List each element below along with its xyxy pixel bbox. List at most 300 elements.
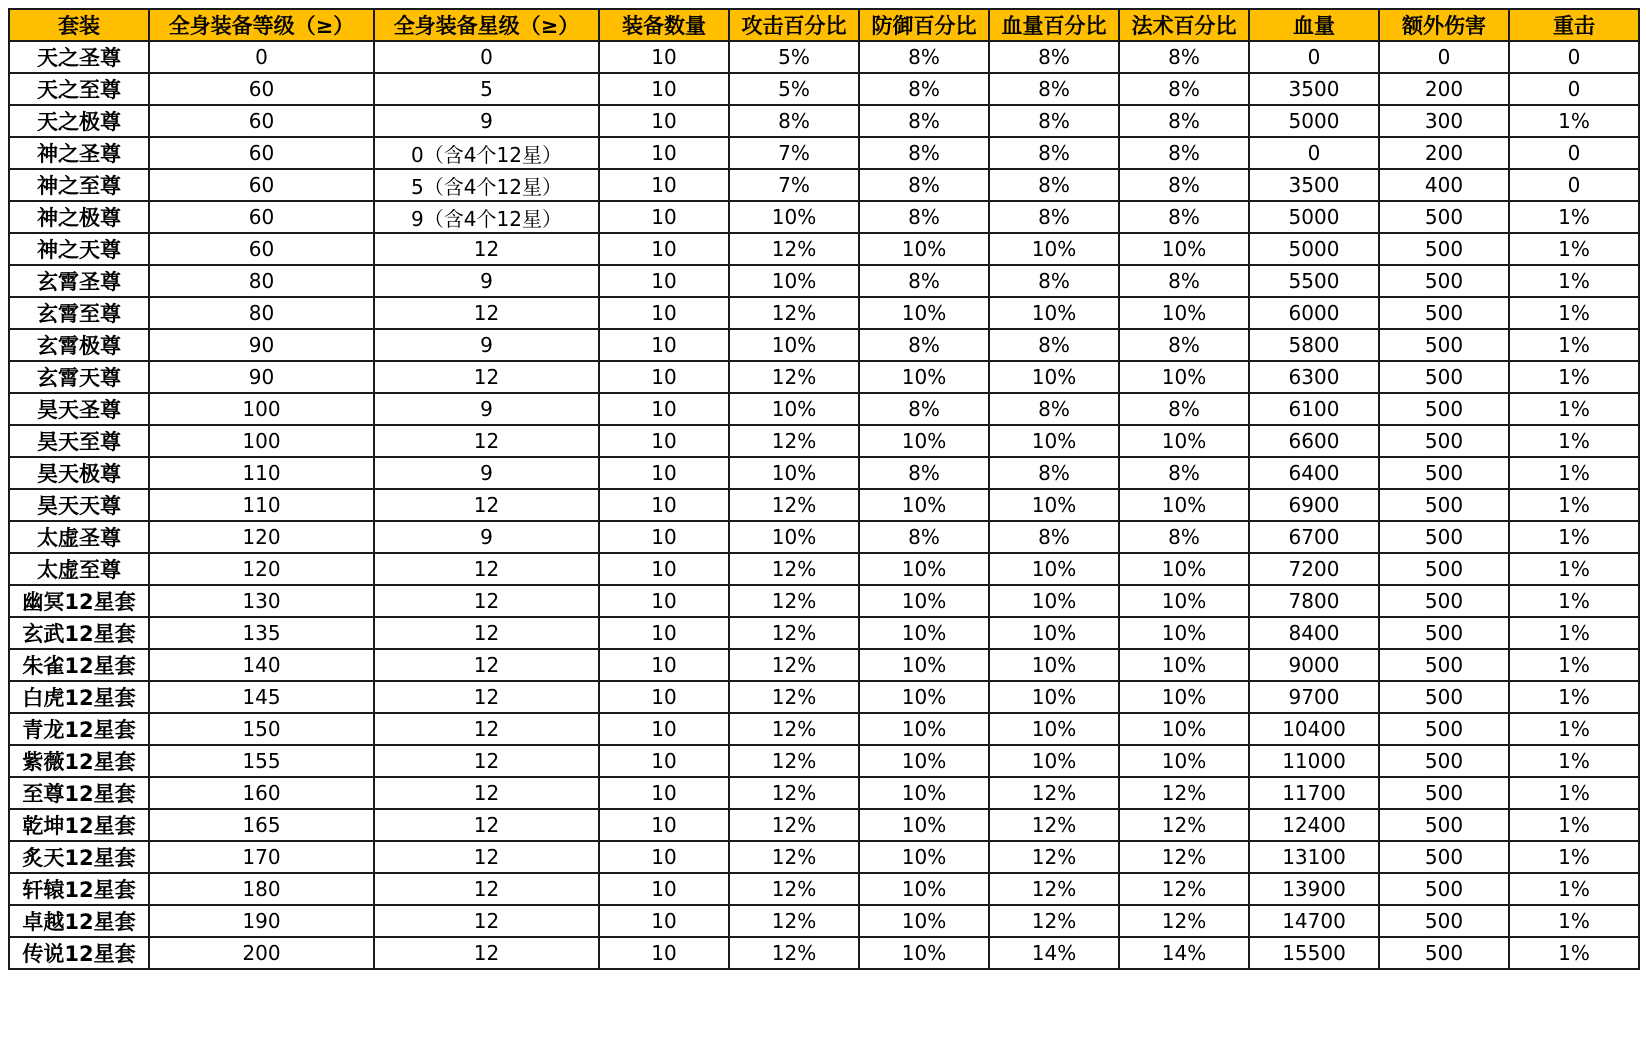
cell-col-hp-pct: 8%	[989, 137, 1119, 169]
cell-col-defense-pct: 8%	[859, 105, 989, 137]
cell-col-attack-pct: 12%	[729, 297, 859, 329]
cell-col-heavy-hit: 1%	[1509, 777, 1639, 809]
cell-col-hp: 10400	[1249, 713, 1379, 745]
cell-col-equip-count: 10	[599, 713, 729, 745]
cell-col-equip-count: 10	[599, 841, 729, 873]
cell-col-magic-pct: 10%	[1119, 297, 1249, 329]
cell-col-equip-count: 10	[599, 905, 729, 937]
cell-col-heavy-hit: 1%	[1509, 905, 1639, 937]
cell-col-defense-pct: 10%	[859, 713, 989, 745]
cell-col-magic-pct: 10%	[1119, 713, 1249, 745]
cell-col-equip-count: 10	[599, 649, 729, 681]
cell-col-equip-level: 90	[149, 361, 374, 393]
cell-col-attack-pct: 12%	[729, 489, 859, 521]
cell-col-attack-pct: 12%	[729, 905, 859, 937]
cell-col-extra-damage: 500	[1379, 521, 1509, 553]
cell-col-heavy-hit: 1%	[1509, 521, 1639, 553]
cell-col-extra-damage: 500	[1379, 777, 1509, 809]
cell-col-equip-star: 9	[374, 329, 599, 361]
cell-col-magic-pct: 10%	[1119, 585, 1249, 617]
cell-col-hp-pct: 8%	[989, 73, 1119, 105]
cell-col-extra-damage: 500	[1379, 233, 1509, 265]
cell-col-hp: 5000	[1249, 105, 1379, 137]
cell-col-equip-level: 150	[149, 713, 374, 745]
table-row	[9, 873, 1639, 905]
cell-col-defense-pct: 10%	[859, 489, 989, 521]
cell-col-extra-damage: 300	[1379, 105, 1509, 137]
table-row	[9, 361, 1639, 393]
cell-col-equip-count: 10	[599, 617, 729, 649]
cell-col-equip-level: 135	[149, 617, 374, 649]
cell-col-hp: 12400	[1249, 809, 1379, 841]
cell-col-magic-pct: 8%	[1119, 521, 1249, 553]
cell-col-heavy-hit: 1%	[1509, 329, 1639, 361]
cell-col-hp-pct: 12%	[989, 777, 1119, 809]
cell-col-equip-level: 200	[149, 937, 374, 969]
cell-col-equip-star: 5	[374, 73, 599, 105]
cell-col-hp: 0	[1249, 41, 1379, 73]
cell-col-extra-damage: 500	[1379, 713, 1509, 745]
cell-col-hp: 11000	[1249, 745, 1379, 777]
cell-col-heavy-hit: 1%	[1509, 393, 1639, 425]
cell-col-equip-level: 110	[149, 457, 374, 489]
cell-col-equip-level: 60	[149, 233, 374, 265]
table-row	[9, 617, 1639, 649]
cell-col-hp: 5800	[1249, 329, 1379, 361]
cell-col-set-name: 朱雀12星套	[9, 649, 149, 681]
cell-col-equip-level: 100	[149, 393, 374, 425]
cell-col-heavy-hit: 0	[1509, 169, 1639, 201]
cell-col-set-name: 玄霄天尊	[9, 361, 149, 393]
cell-col-heavy-hit: 1%	[1509, 649, 1639, 681]
cell-col-magic-pct: 12%	[1119, 809, 1249, 841]
cell-col-magic-pct: 8%	[1119, 393, 1249, 425]
cell-col-hp-pct: 8%	[989, 521, 1119, 553]
cell-col-equip-level: 160	[149, 777, 374, 809]
cell-col-attack-pct: 10%	[729, 265, 859, 297]
cell-col-equip-star: 12	[374, 873, 599, 905]
cell-col-equip-star: 12	[374, 713, 599, 745]
cell-col-hp-pct: 12%	[989, 905, 1119, 937]
cell-col-hp: 6700	[1249, 521, 1379, 553]
cell-col-equip-count: 10	[599, 41, 729, 73]
cell-col-defense-pct: 10%	[859, 905, 989, 937]
cell-col-heavy-hit: 1%	[1509, 873, 1639, 905]
cell-col-hp-pct: 10%	[989, 489, 1119, 521]
cell-col-set-name: 玄霄圣尊	[9, 265, 149, 297]
cell-col-magic-pct: 10%	[1119, 553, 1249, 585]
cell-col-set-name: 紫薇12星套	[9, 745, 149, 777]
table-body	[9, 41, 1639, 969]
table-row	[9, 297, 1639, 329]
cell-col-magic-pct: 10%	[1119, 425, 1249, 457]
table-row	[9, 201, 1639, 233]
cell-col-equip-count: 10	[599, 585, 729, 617]
equipment-set-table-container	[8, 8, 1640, 970]
cell-col-extra-damage: 500	[1379, 393, 1509, 425]
cell-col-set-name: 白虎12星套	[9, 681, 149, 713]
cell-col-hp-pct: 10%	[989, 649, 1119, 681]
cell-col-equip-count: 10	[599, 457, 729, 489]
cell-col-equip-count: 10	[599, 489, 729, 521]
cell-col-equip-star: 12	[374, 649, 599, 681]
cell-col-hp: 14700	[1249, 905, 1379, 937]
cell-col-heavy-hit: 1%	[1509, 553, 1639, 585]
cell-col-hp: 6400	[1249, 457, 1379, 489]
cell-col-equip-star: 12	[374, 297, 599, 329]
cell-col-equip-level: 145	[149, 681, 374, 713]
cell-col-equip-level: 60	[149, 73, 374, 105]
cell-col-extra-damage: 500	[1379, 809, 1509, 841]
cell-col-set-name: 乾坤12星套	[9, 809, 149, 841]
table-row	[9, 809, 1639, 841]
cell-col-hp-pct: 8%	[989, 457, 1119, 489]
cell-col-equip-level: 0	[149, 41, 374, 73]
cell-col-extra-damage: 500	[1379, 329, 1509, 361]
cell-col-equip-star: 12	[374, 681, 599, 713]
cell-col-attack-pct: 5%	[729, 73, 859, 105]
cell-col-defense-pct: 10%	[859, 745, 989, 777]
cell-col-hp-pct: 8%	[989, 169, 1119, 201]
cell-col-equip-count: 10	[599, 425, 729, 457]
cell-col-hp: 7800	[1249, 585, 1379, 617]
cell-col-equip-level: 60	[149, 137, 374, 169]
cell-col-equip-star: 12	[374, 233, 599, 265]
cell-col-magic-pct: 10%	[1119, 649, 1249, 681]
cell-col-extra-damage: 500	[1379, 745, 1509, 777]
cell-col-hp: 6100	[1249, 393, 1379, 425]
cell-col-equip-star: 9	[374, 393, 599, 425]
cell-col-equip-level: 140	[149, 649, 374, 681]
cell-col-magic-pct: 8%	[1119, 201, 1249, 233]
cell-col-hp-pct: 10%	[989, 297, 1119, 329]
cell-col-attack-pct: 10%	[729, 393, 859, 425]
table-row	[9, 41, 1639, 73]
table-row	[9, 937, 1639, 969]
cell-col-attack-pct: 12%	[729, 425, 859, 457]
cell-col-defense-pct: 10%	[859, 585, 989, 617]
cell-col-equip-count: 10	[599, 361, 729, 393]
cell-col-defense-pct: 10%	[859, 361, 989, 393]
cell-col-equip-count: 10	[599, 777, 729, 809]
cell-col-hp: 5000	[1249, 233, 1379, 265]
cell-col-extra-damage: 500	[1379, 617, 1509, 649]
cell-col-attack-pct: 12%	[729, 713, 859, 745]
table-row	[9, 553, 1639, 585]
header-col-hp-pct: 血量百分比	[989, 9, 1119, 41]
cell-col-defense-pct: 8%	[859, 393, 989, 425]
cell-col-defense-pct: 10%	[859, 937, 989, 969]
cell-col-equip-star: 12	[374, 809, 599, 841]
cell-col-set-name: 至尊12星套	[9, 777, 149, 809]
cell-col-defense-pct: 8%	[859, 137, 989, 169]
header-col-equip-count: 装备数量	[599, 9, 729, 41]
table-row	[9, 73, 1639, 105]
cell-col-heavy-hit: 1%	[1509, 297, 1639, 329]
cell-col-attack-pct: 5%	[729, 41, 859, 73]
cell-col-set-name: 昊天圣尊	[9, 393, 149, 425]
cell-col-attack-pct: 12%	[729, 937, 859, 969]
table-row	[9, 265, 1639, 297]
cell-col-heavy-hit: 1%	[1509, 745, 1639, 777]
header-col-defense-pct: 防御百分比	[859, 9, 989, 41]
cell-col-extra-damage: 500	[1379, 649, 1509, 681]
cell-col-equip-level: 170	[149, 841, 374, 873]
cell-col-heavy-hit: 0	[1509, 137, 1639, 169]
cell-col-hp: 5500	[1249, 265, 1379, 297]
cell-col-defense-pct: 8%	[859, 265, 989, 297]
cell-col-set-name: 玄霄极尊	[9, 329, 149, 361]
cell-col-hp-pct: 10%	[989, 425, 1119, 457]
cell-col-hp-pct: 10%	[989, 681, 1119, 713]
cell-col-magic-pct: 14%	[1119, 937, 1249, 969]
cell-col-magic-pct: 12%	[1119, 841, 1249, 873]
cell-col-equip-star: 9	[374, 265, 599, 297]
cell-col-heavy-hit: 1%	[1509, 713, 1639, 745]
cell-col-hp-pct: 8%	[989, 41, 1119, 73]
cell-col-magic-pct: 10%	[1119, 233, 1249, 265]
cell-col-hp-pct: 12%	[989, 873, 1119, 905]
table-row	[9, 681, 1639, 713]
cell-col-equip-star: 12	[374, 905, 599, 937]
table-row	[9, 425, 1639, 457]
cell-col-equip-count: 10	[599, 329, 729, 361]
cell-col-magic-pct: 8%	[1119, 169, 1249, 201]
cell-col-equip-count: 10	[599, 521, 729, 553]
cell-col-attack-pct: 12%	[729, 745, 859, 777]
cell-col-equip-level: 90	[149, 329, 374, 361]
cell-col-attack-pct: 12%	[729, 553, 859, 585]
cell-col-attack-pct: 8%	[729, 105, 859, 137]
cell-col-heavy-hit: 1%	[1509, 233, 1639, 265]
cell-col-magic-pct: 12%	[1119, 905, 1249, 937]
cell-col-defense-pct: 10%	[859, 617, 989, 649]
cell-col-equip-count: 10	[599, 169, 729, 201]
cell-col-defense-pct: 10%	[859, 553, 989, 585]
cell-col-magic-pct: 8%	[1119, 41, 1249, 73]
cell-col-hp: 8400	[1249, 617, 1379, 649]
cell-col-hp-pct: 8%	[989, 265, 1119, 297]
cell-col-set-name: 青龙12星套	[9, 713, 149, 745]
cell-col-defense-pct: 10%	[859, 777, 989, 809]
cell-col-defense-pct: 10%	[859, 841, 989, 873]
cell-col-magic-pct: 10%	[1119, 361, 1249, 393]
cell-col-hp: 15500	[1249, 937, 1379, 969]
cell-col-attack-pct: 10%	[729, 201, 859, 233]
cell-col-defense-pct: 10%	[859, 873, 989, 905]
cell-col-magic-pct: 10%	[1119, 745, 1249, 777]
cell-col-equip-star: 0	[374, 41, 599, 73]
cell-col-heavy-hit: 1%	[1509, 809, 1639, 841]
cell-col-magic-pct: 10%	[1119, 489, 1249, 521]
cell-col-equip-count: 10	[599, 105, 729, 137]
cell-col-hp-pct: 10%	[989, 745, 1119, 777]
header-col-attack-pct: 攻击百分比	[729, 9, 859, 41]
cell-col-magic-pct: 8%	[1119, 137, 1249, 169]
cell-col-extra-damage: 500	[1379, 841, 1509, 873]
cell-col-heavy-hit: 1%	[1509, 681, 1639, 713]
cell-col-extra-damage: 500	[1379, 905, 1509, 937]
cell-col-defense-pct: 8%	[859, 329, 989, 361]
cell-col-hp-pct: 10%	[989, 713, 1119, 745]
cell-col-magic-pct: 8%	[1119, 265, 1249, 297]
cell-col-equip-count: 10	[599, 265, 729, 297]
cell-col-set-name: 幽冥12星套	[9, 585, 149, 617]
cell-col-hp: 3500	[1249, 73, 1379, 105]
cell-col-equip-count: 10	[599, 937, 729, 969]
cell-col-magic-pct: 10%	[1119, 617, 1249, 649]
cell-col-attack-pct: 7%	[729, 137, 859, 169]
cell-col-defense-pct: 10%	[859, 649, 989, 681]
cell-col-equip-count: 10	[599, 553, 729, 585]
header-col-magic-pct: 法术百分比	[1119, 9, 1249, 41]
table-row	[9, 137, 1639, 169]
cell-col-heavy-hit: 1%	[1509, 265, 1639, 297]
equipment-set-table	[8, 8, 1640, 970]
cell-col-magic-pct: 12%	[1119, 777, 1249, 809]
cell-col-hp: 6600	[1249, 425, 1379, 457]
table-row	[9, 713, 1639, 745]
cell-col-set-name: 玄霄至尊	[9, 297, 149, 329]
header-row	[9, 9, 1639, 41]
cell-col-hp: 13900	[1249, 873, 1379, 905]
cell-col-set-name: 轩辕12星套	[9, 873, 149, 905]
cell-col-hp: 9700	[1249, 681, 1379, 713]
cell-col-heavy-hit: 1%	[1509, 201, 1639, 233]
cell-col-extra-damage: 0	[1379, 41, 1509, 73]
cell-col-hp-pct: 10%	[989, 553, 1119, 585]
cell-col-extra-damage: 500	[1379, 585, 1509, 617]
cell-col-attack-pct: 12%	[729, 649, 859, 681]
cell-col-heavy-hit: 1%	[1509, 585, 1639, 617]
cell-col-equip-level: 60	[149, 105, 374, 137]
cell-col-hp-pct: 10%	[989, 617, 1119, 649]
cell-col-equip-star: 12	[374, 841, 599, 873]
cell-col-equip-level: 60	[149, 201, 374, 233]
header-col-equip-level: 全身装备等级（≥）	[149, 9, 374, 41]
table-header	[9, 9, 1639, 41]
cell-col-heavy-hit: 0	[1509, 73, 1639, 105]
cell-col-attack-pct: 12%	[729, 617, 859, 649]
cell-col-set-name: 昊天至尊	[9, 425, 149, 457]
table-row	[9, 457, 1639, 489]
cell-col-equip-star: 12	[374, 617, 599, 649]
cell-col-hp: 6900	[1249, 489, 1379, 521]
cell-col-equip-level: 60	[149, 169, 374, 201]
cell-col-equip-count: 10	[599, 297, 729, 329]
cell-col-extra-damage: 500	[1379, 937, 1509, 969]
cell-col-heavy-hit: 1%	[1509, 105, 1639, 137]
cell-col-equip-star: 9	[374, 457, 599, 489]
cell-col-extra-damage: 400	[1379, 169, 1509, 201]
cell-col-hp: 13100	[1249, 841, 1379, 873]
cell-col-set-name: 神之至尊	[9, 169, 149, 201]
cell-col-heavy-hit: 1%	[1509, 489, 1639, 521]
cell-col-hp-pct: 12%	[989, 841, 1119, 873]
cell-col-set-name: 神之天尊	[9, 233, 149, 265]
cell-col-hp-pct: 12%	[989, 809, 1119, 841]
table-row	[9, 521, 1639, 553]
cell-col-equip-count: 10	[599, 73, 729, 105]
cell-col-magic-pct: 12%	[1119, 873, 1249, 905]
cell-col-equip-star: 12	[374, 585, 599, 617]
cell-col-set-name: 传说12星套	[9, 937, 149, 969]
cell-col-hp: 5000	[1249, 201, 1379, 233]
cell-col-set-name: 太虚圣尊	[9, 521, 149, 553]
cell-col-heavy-hit: 1%	[1509, 457, 1639, 489]
cell-col-extra-damage: 200	[1379, 137, 1509, 169]
cell-col-heavy-hit: 1%	[1509, 361, 1639, 393]
cell-col-equip-count: 10	[599, 137, 729, 169]
cell-col-attack-pct: 7%	[729, 169, 859, 201]
cell-col-set-name: 玄武12星套	[9, 617, 149, 649]
cell-col-attack-pct: 12%	[729, 233, 859, 265]
cell-col-equip-star: 12	[374, 745, 599, 777]
table-row	[9, 393, 1639, 425]
table-row	[9, 169, 1639, 201]
cell-col-set-name: 天之至尊	[9, 73, 149, 105]
cell-col-hp-pct: 8%	[989, 201, 1119, 233]
cell-col-hp: 9000	[1249, 649, 1379, 681]
table-row	[9, 905, 1639, 937]
cell-col-defense-pct: 8%	[859, 457, 989, 489]
cell-col-hp-pct: 10%	[989, 233, 1119, 265]
cell-col-defense-pct: 8%	[859, 169, 989, 201]
cell-col-attack-pct: 12%	[729, 809, 859, 841]
cell-col-defense-pct: 8%	[859, 41, 989, 73]
cell-col-hp-pct: 10%	[989, 585, 1119, 617]
header-col-equip-star: 全身装备星级（≥）	[374, 9, 599, 41]
cell-col-equip-count: 10	[599, 393, 729, 425]
cell-col-hp-pct: 8%	[989, 105, 1119, 137]
cell-col-heavy-hit: 1%	[1509, 425, 1639, 457]
cell-col-equip-star: 5（含4个12星）	[374, 169, 599, 201]
cell-col-attack-pct: 10%	[729, 457, 859, 489]
cell-col-equip-star: 12	[374, 777, 599, 809]
cell-col-extra-damage: 500	[1379, 265, 1509, 297]
cell-col-set-name: 卓越12星套	[9, 905, 149, 937]
cell-col-equip-star: 0（含4个12星）	[374, 137, 599, 169]
cell-col-heavy-hit: 1%	[1509, 841, 1639, 873]
cell-col-set-name: 昊天天尊	[9, 489, 149, 521]
cell-col-defense-pct: 10%	[859, 809, 989, 841]
cell-col-equip-star: 9	[374, 105, 599, 137]
cell-col-attack-pct: 12%	[729, 361, 859, 393]
cell-col-defense-pct: 8%	[859, 73, 989, 105]
cell-col-extra-damage: 500	[1379, 873, 1509, 905]
cell-col-attack-pct: 12%	[729, 873, 859, 905]
cell-col-equip-star: 12	[374, 425, 599, 457]
table-row	[9, 105, 1639, 137]
table-row	[9, 233, 1639, 265]
cell-col-attack-pct: 12%	[729, 777, 859, 809]
cell-col-equip-level: 190	[149, 905, 374, 937]
header-col-heavy-hit: 重击	[1509, 9, 1639, 41]
cell-col-equip-level: 80	[149, 297, 374, 329]
table-row	[9, 777, 1639, 809]
cell-col-defense-pct: 8%	[859, 201, 989, 233]
cell-col-heavy-hit: 1%	[1509, 937, 1639, 969]
cell-col-set-name: 神之极尊	[9, 201, 149, 233]
cell-col-equip-star: 12	[374, 553, 599, 585]
cell-col-attack-pct: 12%	[729, 585, 859, 617]
cell-col-heavy-hit: 0	[1509, 41, 1639, 73]
table-row	[9, 745, 1639, 777]
header-col-hp: 血量	[1249, 9, 1379, 41]
cell-col-equip-count: 10	[599, 809, 729, 841]
cell-col-set-name: 天之圣尊	[9, 41, 149, 73]
table-row	[9, 585, 1639, 617]
